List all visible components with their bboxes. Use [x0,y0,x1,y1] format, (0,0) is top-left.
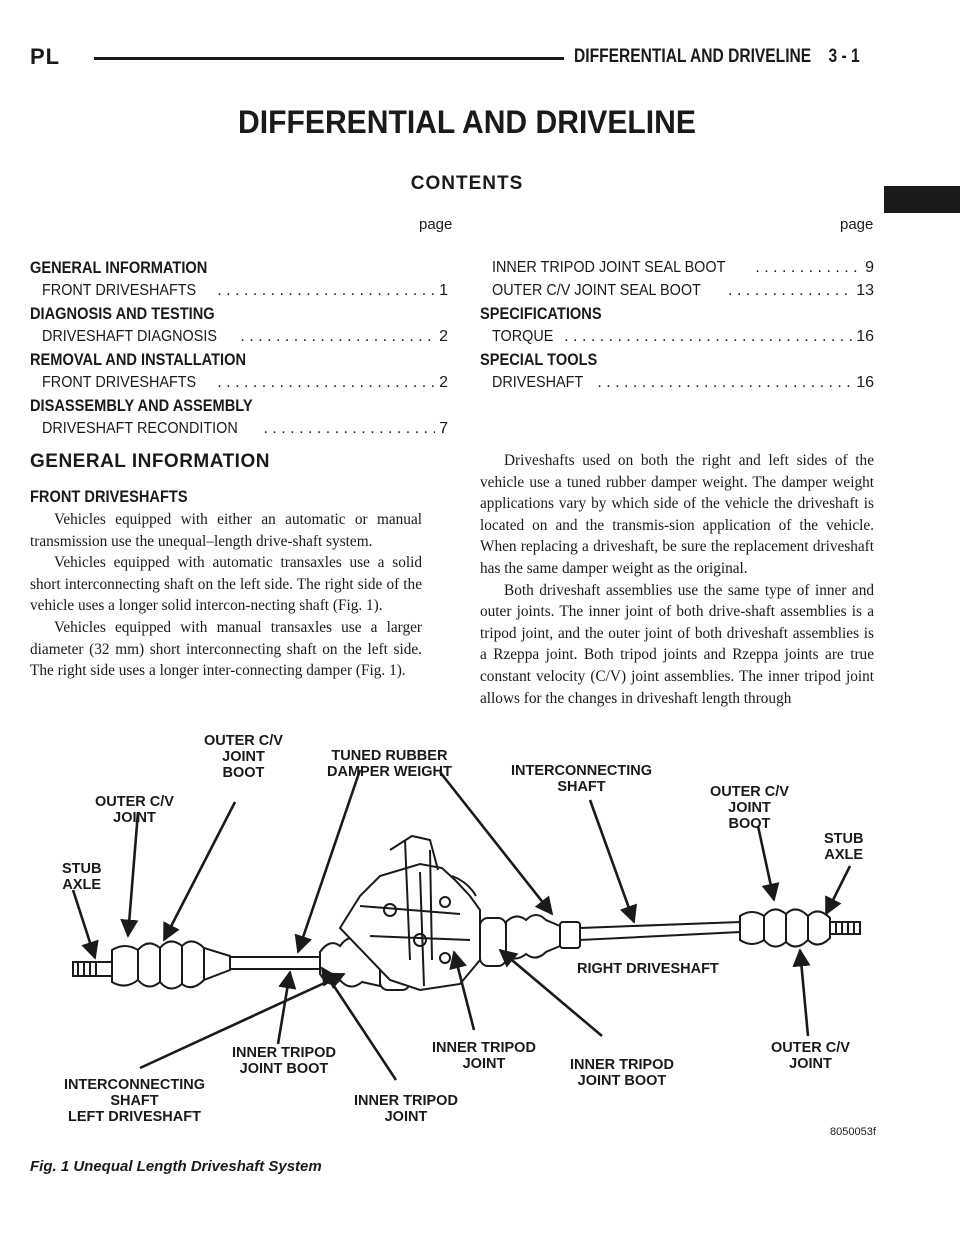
callout-inner-tripod-joint-boot-left: INNER TRIPOD JOINT BOOT [232,1045,336,1077]
toc-right-column [480,256,874,394]
callout-outer-cv-joint-boot-left: OUTER C/V JOINT BOOT [204,733,283,781]
header-chapter-title: DIFFERENTIAL AND DRIVELINE 3 - 1 [574,46,860,67]
figure-code: 8050053f [830,1126,876,1138]
subsection-heading: FRONT DRIVESHAFTS [30,487,188,506]
body-paragraph: Driveshafts used on both the right and left sides of the vehicle use a tuned rubber damper weight. The damper weight applications vary by which side of the vehicle the driveshaft is located on and the transmis-sion application of the vehicle. When replacing a driveshaft, be sure the replacement driveshaft has the same damper weight as the original. [480,452,874,577]
callout-interconnecting-shaft-left-driveshaft: INTERCONNECTING SHAFT LEFT DRIVESHAFT [64,1077,205,1125]
callout-interconnecting-shaft-right: INTERCONNECTING SHAFT [511,763,652,795]
callout-right-driveshaft: RIGHT DRIVESHAFT [577,961,719,977]
toc-entry-label: INNER TRIPOD JOINT SEAL BOOT [492,259,726,276]
callout-inner-tripod-joint-lower: INNER TRIPOD JOINT [354,1093,458,1125]
toc-entry[interactable] [480,256,874,279]
toc-left-column [30,256,448,440]
toc-entry-label: FRONT DRIVESHAFTS [42,282,197,299]
section-heading: GENERAL INFORMATION [30,451,270,472]
toc-section: GENERAL INFORMATION [30,258,208,277]
header-section-code: PL [30,44,61,69]
toc-entry-label: OUTER C/V JOINT SEAL BOOT [492,282,701,299]
toc-section: SPECIAL TOOLS [480,350,598,369]
toc-entry-page: 2 [439,328,448,345]
body-paragraph: Vehicles equipped with automatic transaxles use a solid short interconnecting shaft on the left side. The right side of the vehicle uses a longer solid intercon-necting shaft (Fig. 1). [30,554,422,615]
toc-entry-page: 13 [856,282,874,299]
toc-section: SPECIFICATIONS [480,304,602,323]
header-rule [94,57,564,60]
toc-entry[interactable] [30,325,448,348]
callout-tuned-rubber-damper-weight: TUNED RUBBER DAMPER WEIGHT [327,748,452,780]
toc-entry-label: DRIVESHAFT RECONDITION [42,420,238,437]
toc-entry[interactable] [480,325,874,348]
toc-entry[interactable] [30,371,448,394]
callout-inner-tripod-joint-center: INNER TRIPOD JOINT [432,1040,536,1072]
callout-outer-cv-joint-right: OUTER C/V JOINT [771,1040,850,1072]
callout-stub-axle-right: STUB AXLE [824,831,864,863]
toc-section: REMOVAL AND INSTALLATION [30,350,247,369]
page-title: DIFFERENTIAL AND DRIVELINE [238,104,696,140]
body-paragraph: Both driveshaft assemblies use the same type of inner and outer joints. The inner joint of both drive-shaft assemblies is a tripod joint, and the outer joint of both driveshaft assemblies is a Rzeppa joint. Both tripod joints and Rzeppa joints are true constant velocity (C/V) joint assemblies. The inner tripod joint allows for the changes in driveshaft length through [480,581,874,707]
toc-section: DIAGNOSIS AND TESTING [30,304,215,323]
page-label-right: page [840,216,874,233]
toc-entry[interactable] [480,371,874,394]
callout-inner-tripod-joint-boot-right: INNER TRIPOD JOINT BOOT [570,1057,674,1089]
toc-entry-label: FRONT DRIVESHAFTS [42,374,197,391]
figure-caption: Fig. 1 Unequal Length Driveshaft System [30,1158,322,1175]
driveshaft-illustration [40,700,920,1140]
toc-entry-label: TORQUE [492,328,554,345]
body-paragraph: Vehicles equipped with manual transaxles use a larger diameter (32 mm) short interconnecting shaft on the left side. The right side uses a longer inter-connecting damper (Fig. 1). [30,618,422,680]
toc-entry-label: DRIVESHAFT [492,374,584,391]
toc-entry-page: 9 [865,259,874,276]
toc-entry-page: 16 [856,328,874,345]
body-column-right [480,450,874,709]
page-label-left: page [419,216,453,233]
callout-stub-axle-left: STUB AXLE [62,861,102,893]
toc-entry-page: 2 [439,374,448,391]
toc-entry-page: 1 [439,282,448,299]
callout-outer-cv-joint-left: OUTER C/V JOINT [95,794,174,826]
toc-section: DISASSEMBLY AND ASSEMBLY [30,396,253,415]
toc-entry[interactable] [30,417,448,440]
toc-entry-page: 7 [439,420,448,437]
contents-heading: CONTENTS [410,173,524,194]
body-column-left [30,509,422,682]
body-paragraph: Vehicles equipped with either an automatic or manual transmission use the unequal–length drive-shaft system. [30,511,422,550]
toc-entry-label: DRIVESHAFT DIAGNOSIS [42,328,217,345]
toc-entry[interactable] [480,279,874,302]
toc-entry-page: 16 [856,374,874,391]
toc-entry[interactable] [30,279,448,302]
callout-outer-cv-joint-boot-right: OUTER C/V JOINT BOOT [710,784,789,832]
